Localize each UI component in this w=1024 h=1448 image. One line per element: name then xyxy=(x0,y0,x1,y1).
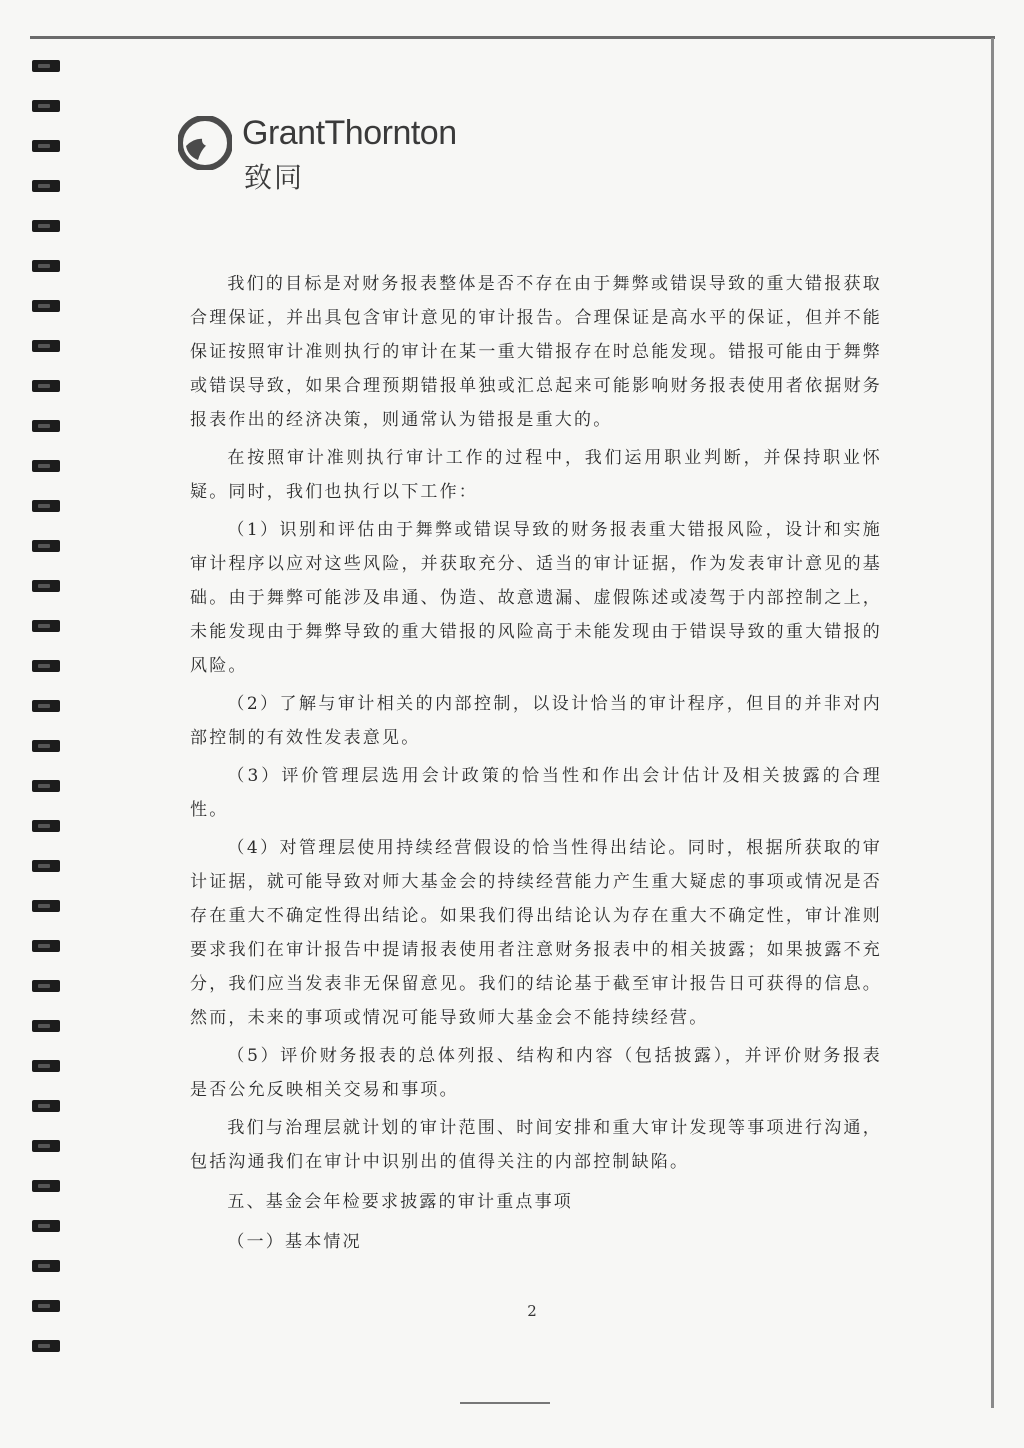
binding-hole xyxy=(32,260,60,272)
binding-hole xyxy=(32,900,60,912)
paragraph-item-4: （4）对管理层使用持续经营假设的恰当性得出结论。同时，根据所获取的审计证据，就可能导致对师大基金会的持续经营能力产生重大疑虑的事项或情况是否存在重大不确定性得出结论。如果我们得出结论认为存在重大不确定性，审计准则要求我们在审计报告中提请报表使用者注意财务报表中的相关披露；如果披露不充分，我们应当发表非无保留意见。我们的结论基于截至审计报告日可获得的信息。然而，未来的事项或情况可能导致师大基金会不能持续经营。 xyxy=(190,838,882,1028)
paragraph-item-2: （2）了解与审计相关的内部控制，以设计恰当的审计程序，但目的并非对内部控制的有效性发表意见。 xyxy=(190,694,882,748)
binding-hole xyxy=(32,820,60,832)
binding-hole xyxy=(32,220,60,232)
binding-hole xyxy=(32,580,60,592)
binding-hole xyxy=(32,60,60,72)
binding-hole xyxy=(32,500,60,512)
binding-hole xyxy=(32,1060,60,1072)
paragraph-item-1: （1）识别和评估由于舞弊或错误导致的财务报表重大错报风险，设计和实施审计程序以应对这些风险，并获取充分、适当的审计证据，作为发表审计意见的基础。由于舞弊可能涉及串通、伪造、故意遗漏、虚假陈述或凌驾于内部控制之上，未能发现由于舞弊导致的重大错报的风险高于未能发现由于错误导致的重大错报的风险。 xyxy=(190,520,882,676)
binding-hole xyxy=(32,940,60,952)
binding-hole xyxy=(32,1260,60,1272)
binding-hole xyxy=(32,1340,60,1352)
page-number: 2 xyxy=(527,1302,537,1320)
binding-hole xyxy=(32,420,60,432)
binding-hole xyxy=(32,1100,60,1112)
binding-hole xyxy=(32,780,60,792)
paragraph-audit-objective: 我们的目标是对财务报表整体是否不存在由于舞弊或错误导致的重大错报获取合理保证，并出具包含审计意见的审计报告。合理保证是高水平的保证，但并不能保证按照审计准则执行的审计在某一重大错报存在时总能发现。错报可能由于舞弊或错误导致，如果合理预期错报单独或汇总起来可能影响财务报表使用者依据财务报表作出的经济决策，则通常认为错报是重大的。 xyxy=(190,274,882,430)
binding-hole xyxy=(32,1020,60,1032)
section-heading-5: 五、基金会年检要求披露的审计重点事项 xyxy=(227,1192,573,1212)
right-border-line xyxy=(991,38,994,1408)
subsection-heading-basic-info: （一）基本情况 xyxy=(227,1232,362,1252)
binding-hole xyxy=(32,700,60,712)
grant-thornton-logo xyxy=(178,110,478,200)
binding-hole xyxy=(32,1300,60,1312)
paragraph-item-3: （3）评价管理层选用会计政策的恰当性和作出会计估计及相关披露的合理性。 xyxy=(190,766,882,820)
logo-name-chinese: 致同 xyxy=(244,161,305,194)
binding-hole xyxy=(32,140,60,152)
binding-hole xyxy=(32,180,60,192)
binding-hole xyxy=(32,340,60,352)
grant-thornton-logo-icon xyxy=(178,116,232,170)
binding-hole xyxy=(32,660,60,672)
binding-hole xyxy=(32,460,60,472)
binding-hole xyxy=(32,100,60,112)
binding-hole xyxy=(32,860,60,872)
paragraph-professional-judgement: 在按照审计准则执行审计工作的过程中，我们运用职业判断，并保持职业怀疑。同时，我们也执行以下工作： xyxy=(190,448,882,502)
logo-name-english: GrantThornton xyxy=(242,114,457,152)
binding-hole xyxy=(32,740,60,752)
binding-hole xyxy=(32,1140,60,1152)
spiral-binding xyxy=(26,60,66,1380)
top-border-line xyxy=(30,36,995,39)
binding-hole xyxy=(32,1220,60,1232)
report-body xyxy=(190,267,882,1263)
binding-hole xyxy=(32,620,60,632)
binding-hole xyxy=(32,1180,60,1192)
paragraph-item-5: （5）评价财务报表的总体列报、结构和内容（包括披露），并评价财务报表是否公允反映相关交易和事项。 xyxy=(190,1046,882,1100)
bottom-scan-mark xyxy=(460,1402,550,1404)
paragraph-governance-communication: 我们与治理层就计划的审计范围、时间安排和重大审计发现等事项进行沟通，包括沟通我们在审计中识别出的值得关注的内部控制缺陷。 xyxy=(190,1118,882,1172)
binding-hole xyxy=(32,380,60,392)
binding-hole xyxy=(32,980,60,992)
binding-hole xyxy=(32,300,60,312)
binding-hole xyxy=(32,540,60,552)
